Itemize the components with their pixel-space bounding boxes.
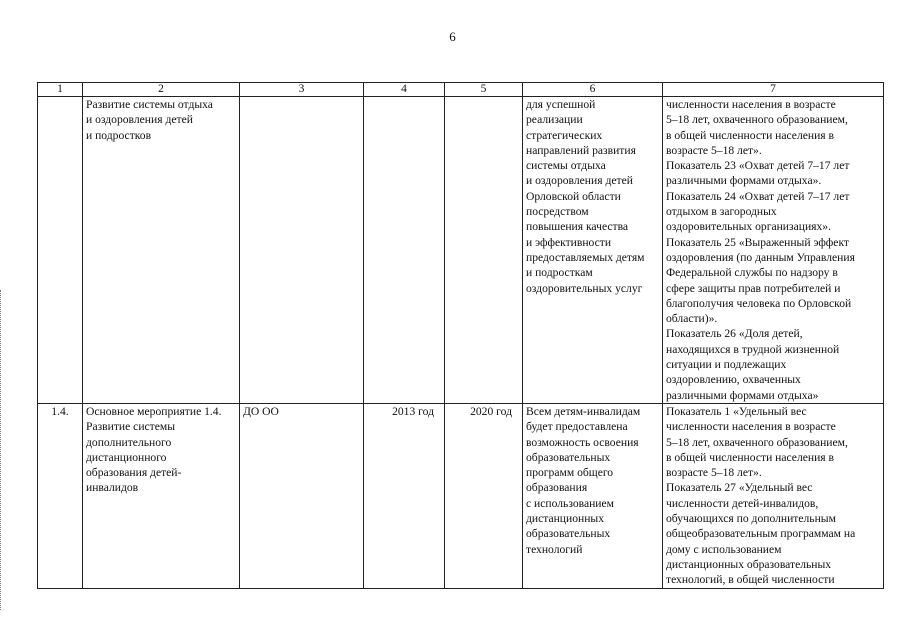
indicator-line: Федеральной службы по надзору в (666, 266, 838, 280)
event-line: Развитие системы отдыха (86, 98, 213, 111)
column-number-6: 6 (523, 83, 663, 97)
column-number-4: 4 (364, 83, 445, 97)
indicator-line: дистанционных образовательных (666, 557, 832, 571)
executor-cell: ДО ОО (240, 403, 364, 588)
indicator-line: отдыхом в загородных (666, 205, 777, 219)
indicator-line: в общей численности населения в (666, 450, 834, 464)
event-line: дистанционного (86, 450, 167, 464)
result-line: будет предоставлена (526, 420, 628, 434)
result-line: стратегических (526, 128, 603, 142)
result-line: повышения качества (526, 220, 629, 234)
column-number-5: 5 (445, 83, 523, 97)
indicator-line: Показатель 23 «Охват детей 7–17 лет (666, 159, 850, 173)
start-year-cell (364, 97, 445, 404)
event-line: и оздоровления детей (86, 113, 193, 127)
indicator-line: сфере защиты прав потребителей и (666, 281, 841, 295)
column-number-7: 7 (663, 83, 884, 97)
expected-result-cell (523, 403, 663, 588)
result-line: оздоровительных услуг (526, 281, 643, 295)
result-line: с использованием (526, 496, 614, 510)
scan-edge-mark (0, 290, 3, 610)
indicator-cell (663, 403, 884, 588)
indicator-line: Показатель 27 «Удельный вес (666, 481, 813, 495)
executor-cell (240, 97, 364, 404)
column-number-3: 3 (240, 83, 364, 97)
event-cell (83, 97, 240, 404)
result-line: предоставляемых детям (526, 250, 645, 264)
indicator-line: оздоровления (по данным Управления (666, 250, 855, 264)
result-line: дистанционных (526, 512, 605, 526)
indicator-line: Показатель 25 «Выраженный эффект (666, 235, 849, 249)
row-number-cell (38, 97, 83, 404)
result-line: программ общего (526, 466, 614, 480)
indicator-line: оздоровительных организациях». (666, 220, 831, 234)
table-header-row (38, 83, 884, 97)
indicator-line: возрасте 5–18 лет». (666, 143, 762, 157)
event-line: и подростков (86, 128, 152, 142)
column-number-1: 1 (38, 83, 83, 97)
indicator-line: общеобразовательным программам на (666, 527, 856, 541)
table-row (38, 403, 884, 588)
event-line: Основное мероприятие 1.4. (86, 404, 222, 418)
indicator-line: Показатель 24 «Охват детей 7–17 лет (666, 189, 850, 203)
event-line: дополнительного (86, 435, 172, 449)
indicator-line: в общей численности населения в (666, 128, 834, 142)
result-line: возможность освоения (526, 435, 639, 449)
indicator-line: ситуации и подлежащих (666, 358, 787, 372)
end-year-cell: 2020 год (445, 403, 523, 588)
expected-result-cell (523, 97, 663, 404)
result-line: реализации (526, 113, 583, 127)
result-line: образования (526, 481, 588, 495)
indicator-line: возрасте 5–18 лет». (666, 466, 762, 480)
result-line: образовательных (526, 527, 611, 541)
indicator-line: обучающихся по дополнительным (666, 512, 836, 526)
indicator-line: благополучия человека по Орловской (666, 296, 852, 310)
result-line: технологий (526, 542, 583, 556)
indicator-line: различными формами отдыха» (666, 388, 819, 402)
indicator-cell (663, 97, 884, 404)
row-number-cell: 1.4. (38, 403, 83, 588)
table-row (38, 97, 884, 404)
result-line: Орловской области (526, 189, 621, 203)
result-line: для успешной (526, 98, 596, 111)
indicator-line: оздоровлению, охваченных (666, 373, 801, 387)
indicator-line: Показатель 1 «Удельный вес (666, 404, 807, 418)
indicator-line: численности населения в возрасте (666, 420, 836, 434)
result-line: Всем детям-инвалидам (526, 404, 641, 418)
result-line: посредством (526, 205, 589, 219)
indicator-line: области)». (666, 312, 718, 326)
event-line: образования детей- (86, 466, 182, 480)
result-line: системы отдыха (526, 159, 606, 173)
indicator-line: численности населения в возрасте (666, 98, 836, 111)
indicator-line: различными формами отдыха». (666, 174, 822, 188)
indicator-line: дому с использованием (666, 542, 782, 556)
result-line: и эффективности (526, 235, 612, 249)
column-number-2: 2 (83, 83, 240, 97)
result-line: и оздоровления детей (526, 174, 633, 188)
result-line: и подросткам (526, 266, 593, 280)
event-line: Развитие системы (86, 420, 176, 434)
indicator-line: 5–18 лет, охваченного образованием, (666, 113, 848, 127)
event-cell (83, 403, 240, 588)
result-line: направлений развития (526, 143, 636, 157)
result-line: образовательных (526, 450, 611, 464)
page-number: 6 (449, 29, 456, 44)
end-year-cell (445, 97, 523, 404)
indicator-line: Показатель 26 «Доля детей, (666, 327, 803, 341)
indicator-line: находящихся в трудной жизненной (666, 342, 840, 356)
event-line: инвалидов (86, 481, 139, 495)
indicator-line: 5–18 лет, охваченного образованием, (666, 435, 848, 449)
indicator-line: численности детей-инвалидов, (666, 496, 819, 510)
indicator-line: технологий, в общей численности (666, 573, 835, 587)
start-year-cell: 2013 год (364, 403, 445, 588)
program-table (37, 82, 884, 589)
